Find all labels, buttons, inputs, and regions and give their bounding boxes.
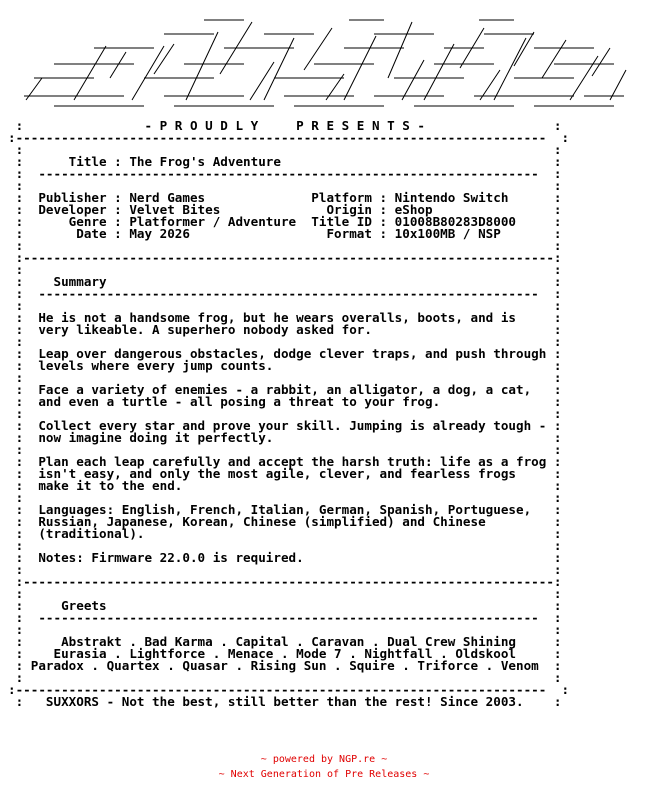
- group-logo: [14, 8, 634, 108]
- nfo-body: : - P R O U D L Y P R E S E N T S - : :---------------------------------------------------------------------- : : : : Title : The Frog's Adventure : : ------------------------------------------------------------------ : : : : Publisher : Nerd Games Platform : Nintendo Switch : : Developer : Velvet Bites Origin : eShop : : Genre : Platformer / Adventure Title ID : 01008B80283D8000 : : Date : May 2026 Format : 10x100MB / NSP : : : :----------------------------------------------------------------------: : : : Summary : : ------------------------------------------------------------------ : : : : He is not a handsome frog, but he wears overalls, boots, and is : : very likeable. A superhero nobody asked for. : : : : Leap over dangerous obstacles, dodge clever traps, and push through : : levels where every jump counts. : : : : Face a variety of enemies - a rabbit, an alligator, a dog, a cat, : : and even a turtle - all posing a threat to your frog. : : : : Collect every star and prove your skill. Jumping is already tough - : : now imagine doing it perfectly. : : : : Plan each leap carefully and accept the harsh truth: life as a frog : : isn't easy, and only the most agile, clever, and fearless frogs : : make it to the end. : : : : Languages: English, French, Italian, German, Spanish, Portuguese, : : Russian, Japanese, Korean, Chinese (simplified) and Chinese : : (traditional). : : : : Notes: Firmware 22.0.0 is required. : : : :----------------------------------------------------------------------: : : : Greets : : ------------------------------------------------------------------ : : : : Abstrakt . Bad Karma . Capital . Caravan . Dual Crew Shining : : Eurasia . Lightforce . Menace . Mode 7 . Nightfall . Oldskool : : Paradox . Quartex . Quasar . Rising Sun . Squire . Triforce . Venom : : : :---------------------------------------------------------------------- : : SUXXORS - Not the best, still better than the rest! Since 2003. :: [8, 118, 570, 709]
- footer: [0, 752, 648, 782]
- footer-powered-by: ~ powered by NGP.re ~: [260, 754, 388, 765]
- footer-tagline: ~ Next Generation of Pre Releases ~: [218, 769, 430, 780]
